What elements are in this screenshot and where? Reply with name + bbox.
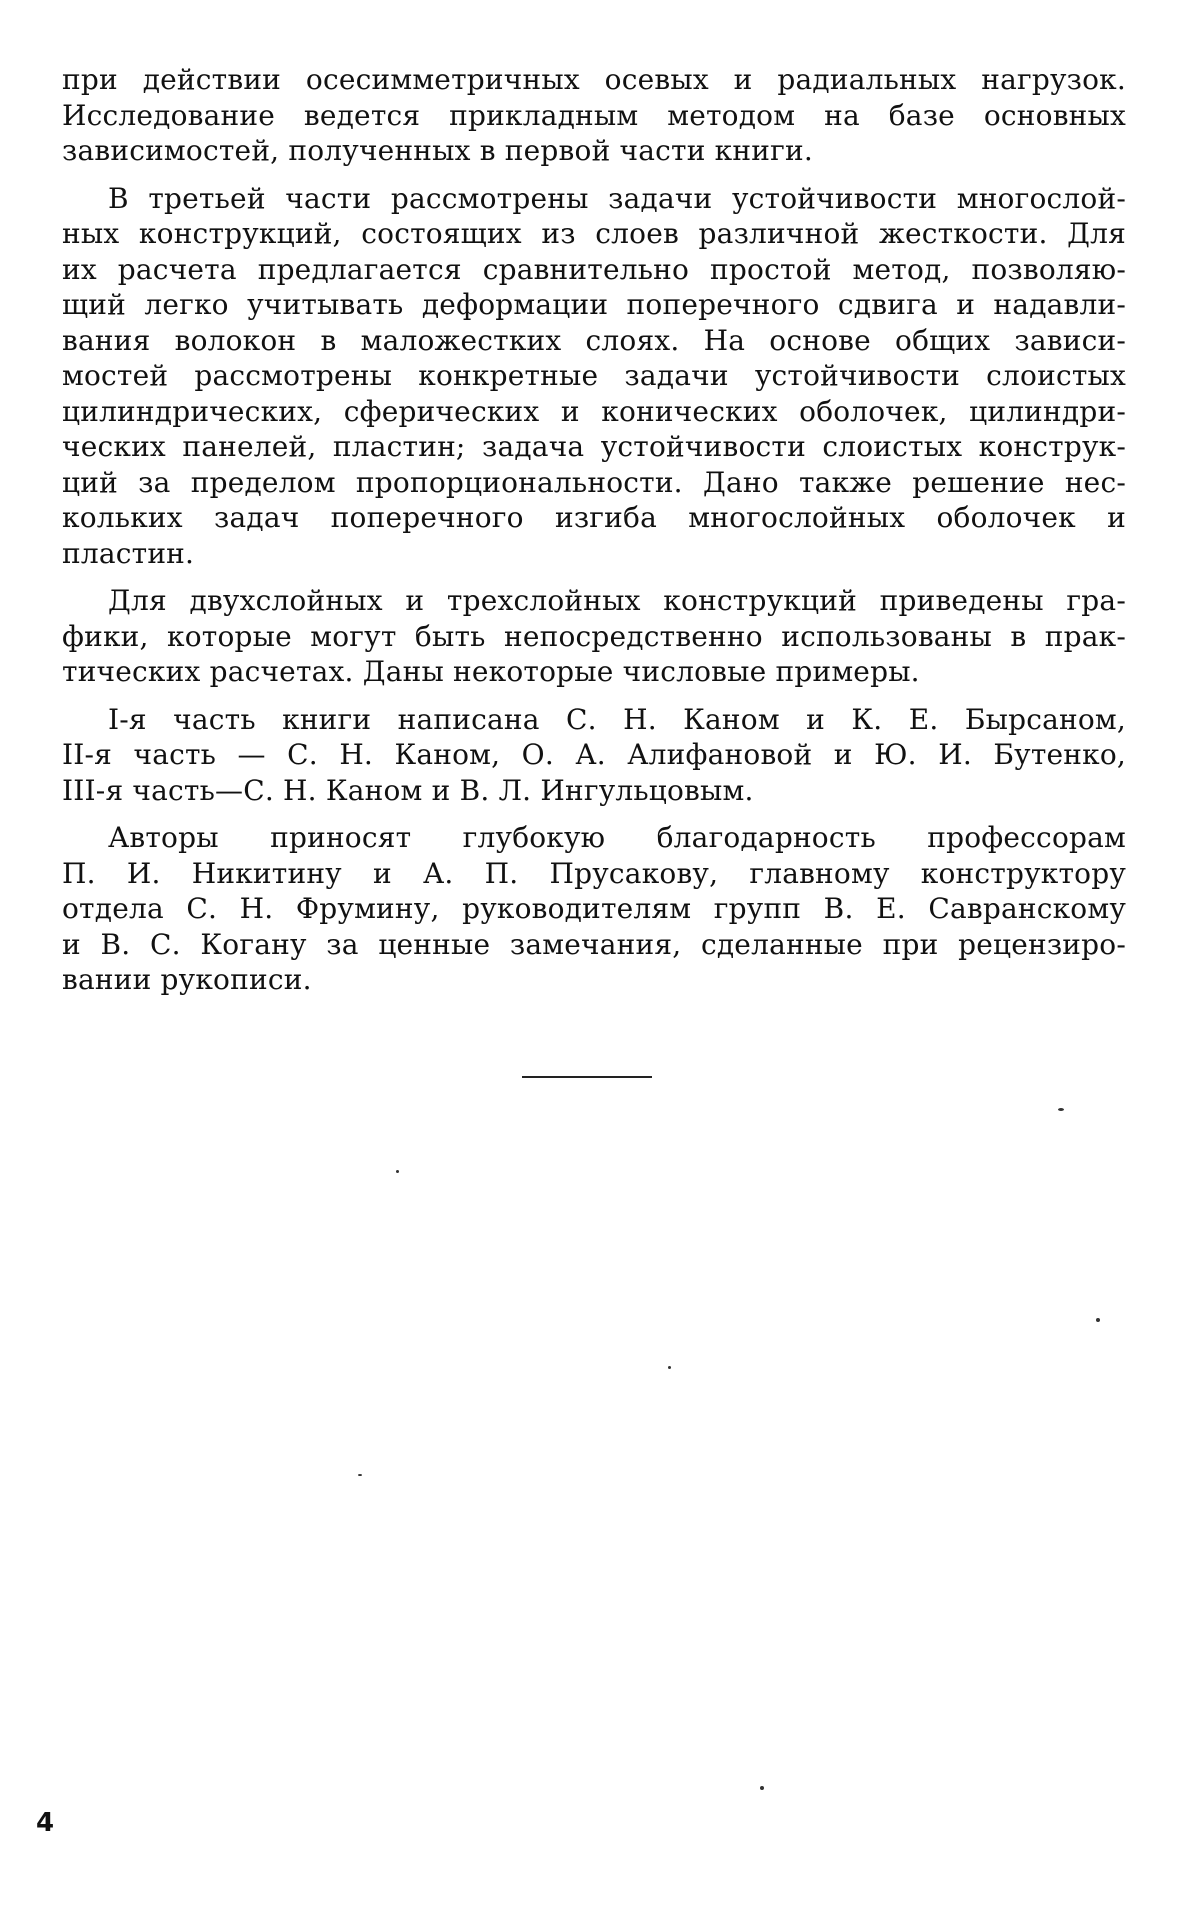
text-line: вании рукописи. <box>62 963 312 996</box>
text-line: ций за пределом пропорциональности. Дано также решение нес- <box>62 465 1126 499</box>
text-line: Авторы приносят глубокую благодарность профессорам <box>108 821 1126 854</box>
text-line: кольких задач поперечного изгиба многослойных оболочек и <box>62 501 1126 534</box>
paragraph <box>62 62 1126 169</box>
text-line: и В. С. Когану за ценные замечания, сделанные при рецензиро- <box>62 927 1126 961</box>
text-line: цилиндрических, сферических и конических оболочек, цилиндри- <box>62 394 1126 428</box>
text-line: фики, которые могут быть непосредственно использованы в прак- <box>62 619 1126 653</box>
scan-speck <box>760 1786 764 1790</box>
text-line: III-я часть—С. Н. Каном и В. Л. Ингульцовым. <box>62 773 754 807</box>
text-line: зависимостей, полученных в первой части книги. <box>62 134 813 167</box>
text-line: при действии осесимметричных осевых и радиальных нагрузок. <box>62 63 1126 96</box>
text-line: ных конструкций, состоящих из слоев различной жесткости. Для <box>62 217 1126 250</box>
text-line: отдела С. Н. Фрумину, руководителям групп В. Е. Савранскому <box>62 892 1126 925</box>
text-line: Исследование ведется прикладным методом на базе основных <box>62 98 1126 132</box>
scan-speck <box>396 1170 399 1173</box>
section-separator <box>522 1076 652 1078</box>
text-line: ческих панелей, пластин; задача устойчивости слоистых конструк- <box>62 430 1126 463</box>
text-line: мостей рассмотрены конкретные задачи устойчивости слоистых <box>62 359 1126 392</box>
text-line: I-я часть книги написана С. Н. Каном и К. Е. Бырсаном, <box>108 702 1126 736</box>
text-line: II-я часть — С. Н. Каном, О. А. Алифановой и Ю. И. Бутенко, <box>62 738 1126 771</box>
scan-speck <box>1058 1108 1064 1111</box>
paragraph <box>62 583 1126 690</box>
scan-speck <box>358 1474 362 1476</box>
text-line: В третьей части рассмотрены задачи устойчивости многослой- <box>108 181 1126 215</box>
paragraph <box>62 820 1126 998</box>
text-line: вания волокон в маложестких слоях. На основе общих зависи- <box>62 323 1126 357</box>
paragraph <box>62 181 1126 572</box>
page-number: 4 <box>36 1808 55 1838</box>
text-line: тических расчетах. Даны некоторые числовые примеры. <box>62 655 920 688</box>
text-line: Для двухслойных и трехслойных конструкций приведены гра- <box>108 584 1126 617</box>
scan-speck <box>668 1366 671 1369</box>
text-line: щий легко учитывать деформации поперечного сдвига и надавли- <box>62 288 1126 321</box>
text-line: их расчета предлагается сравнительно простой метод, позволяю- <box>62 252 1126 286</box>
body-text <box>62 62 1126 998</box>
paragraph <box>62 702 1126 809</box>
scan-speck <box>1096 1318 1100 1322</box>
text-line: П. И. Никитину и А. П. Прусакову, главному конструктору <box>62 856 1126 890</box>
text-line: пластин. <box>62 536 195 570</box>
